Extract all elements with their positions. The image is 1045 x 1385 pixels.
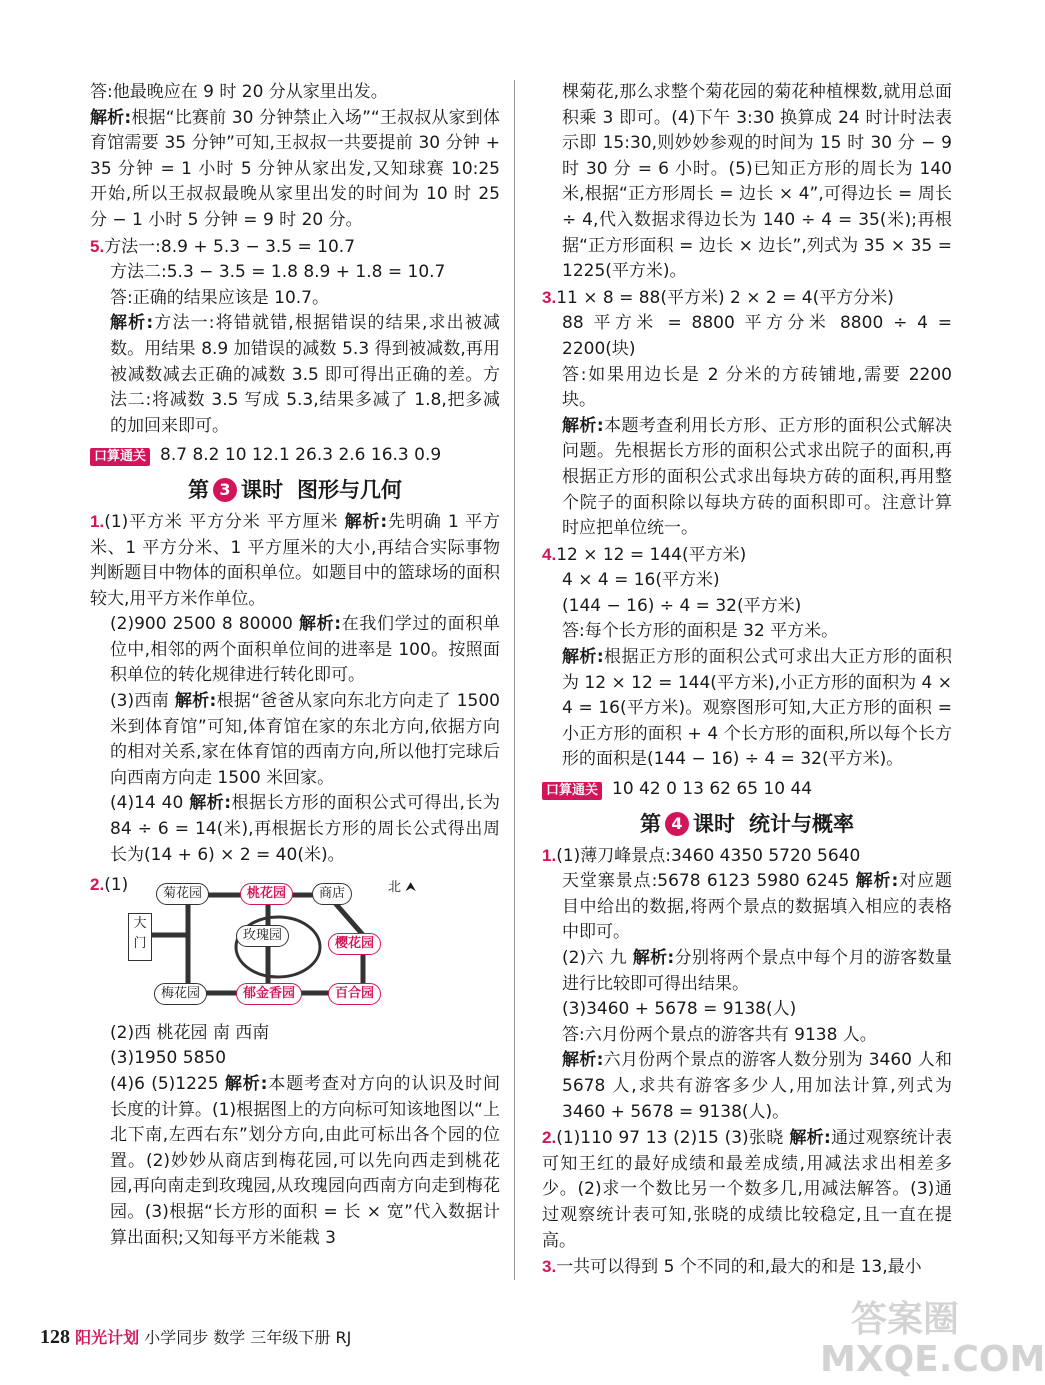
continued-analysis: 棵菊花,那么求整个菊花园的菊花种植棵数,就用总面积乘 3 即可。(4)下午 3:30 换算成 24 时计时法表示即 15:30,则妙妙参观的时间为 15 时 30 分 − 9 时 30 分 = 6 小时。(5)已知正方形的周长为 140 米,根据“正方形周长 = 边长 × 4”,可得边长 = 周长 ÷ 4,代入数据求得边长为 140 ÷ 4 = 35(米);再根据“正方形面积 = 边长 × 边长”,列式为 35 × 35 = 1225(平方米)。 (562, 82, 952, 282)
g2-part-2: (2)西 桃花园 南 西南 (110, 1022, 270, 1043)
north-arrow-icon: ⮝ (405, 879, 417, 895)
heading-title: 统计与概率 (749, 811, 854, 836)
map-node-meihua: 梅花园 (154, 983, 207, 1005)
analysis-text: 本题考查对方向的认识及时间长度的计算。(1)根据图上的方向标可知该地图以“上北下南,左西右东”划分方向,由此可标出各个园的位置。(2)妙妙从商店到梅花园,可以先向西走到桃花园,再向南走到玫瑰园,从玫瑰园向西南方向走到梅花园。(3)根据“长方形的面积 = 长 × 宽”代入数据计算出面积;又知每平方米能栽 3 (110, 1074, 500, 1248)
map-node-yujinxiang: 郁金香园 (236, 983, 302, 1005)
question-number: 1. (542, 845, 557, 865)
heading-prefix: 第 (640, 811, 661, 836)
answer-text: (1) (104, 875, 129, 896)
kousuan-badge: 口算通关 (90, 448, 150, 466)
lesson-number-badge: 4 (665, 812, 689, 836)
analysis-label: 解析: (110, 313, 154, 334)
question-number: 1. (90, 511, 105, 531)
question-number: 2. (90, 875, 105, 895)
q5-analysis (90, 311, 500, 439)
analysis-text: 通过观察统计表可知王红的最好成绩和最差成绩,用减法求出相差多少。(2)求一个数比另一个数多几,用减法解答。(3)通过观察统计表可知,张晓的成绩比较稳定,且一直在提高。 (542, 1128, 953, 1251)
page-footer (40, 1325, 351, 1349)
q3-answer: 答:如果用边长是 2 分米的方砖铺地,需要 2200 块。 (562, 364, 952, 411)
question-5 (90, 234, 500, 261)
answer-text: (1)平方米 平方分米 平方厘米 (104, 511, 339, 532)
answer-text: (2)900 2500 8 80000 (110, 614, 293, 635)
analysis-label: 解析: (224, 1074, 268, 1094)
lesson-number-badge: 3 (213, 478, 237, 502)
map-node-juhua: 菊花园 (156, 883, 209, 905)
s3 (542, 1254, 952, 1281)
column-divider (514, 80, 515, 1280)
q5-method-2: 方法二:5.3 − 3.5 = 1.8 8.9 + 1.8 = 10.7 (110, 262, 446, 283)
g2-part-4 (90, 1072, 500, 1251)
right-column (542, 80, 952, 1281)
section-heading-3 (90, 475, 500, 505)
north-arrow-label (388, 875, 416, 901)
analysis-label: 解析: (174, 691, 217, 712)
analysis-text: 根据“比赛前 30 分钟禁止入场”“王叔叔从家到体育馆需要 35 分钟”可知,王叔叔一共要提前 30 分钟 + 35 分钟 = 1 小时 5 分钟从家出发,又知球赛 10:25 开始,所以王叔叔最晚从家里出发的时间为 10 时 25 分 − 1 小时 5 分钟 = 9 时 20 分。 (90, 107, 500, 230)
q3-analysis (542, 414, 952, 542)
answer-text: 天堂寨景点:5678 6123 5980 6245 (562, 871, 850, 892)
analysis-text: 根据“爸爸从家向东北方向走了 1500 米到体育馆”可知,体育馆在家的东北方向,依据方向的相对关系,家在体育馆的西南方向,所以他打完球后向西南方向走 1500 米回家。 (110, 691, 500, 788)
q3-line-2: 88 平方米 = 8800 平方分米 8800 ÷ 4 = 2200(块) (562, 313, 952, 359)
q5-method-1: 方法一:8.9 + 5.3 − 3.5 = 10.7 (104, 236, 356, 257)
question-number: 5. (90, 236, 105, 256)
g2-part-3: (3)1950 5850 (110, 1048, 227, 1069)
heading-title: 图形与几何 (297, 477, 402, 502)
map-gate: 大门 (128, 913, 152, 961)
question-number: 2. (542, 1128, 557, 1148)
analysis-text: 先明确 1 平方米、1 平方分米、1 平方厘米的大小,再结合实际事物判断题目中物体的面积单位。如题目中的篮球场的面积较大,用平方米作单位。 (90, 511, 501, 609)
answer-text: (2)六 九 (562, 948, 627, 968)
kousuan-row (542, 777, 952, 803)
kousuan-answers: 8.7 8.2 10 12.1 26.3 2.6 16.3 0.9 (160, 445, 442, 466)
analysis-label: 解析: (298, 614, 342, 635)
analysis-text: 方法一:将错就错,根据错误的结果,求出被减数。用结果 8.9 加错误的减数 5.3 得到被减数,再用被减数减去正确的减数 3.5 即可得出正确的差。方法二:将减数 3.5 写成 5.3,结果多减了 1.8,把多减的加回来即可。 (110, 313, 500, 436)
answer-line: 答:他最晚应在 9 时 20 分从家里出发。 (90, 82, 388, 102)
g1-part-1 (90, 509, 500, 612)
analysis-label: 解析: (855, 871, 899, 892)
heading-prefix: 第 (188, 477, 209, 502)
park-map (128, 875, 428, 1015)
question-number: 4. (542, 544, 557, 564)
answer-text: 一共可以得到 5 个不同的和,最大的和是 13,最小 (556, 1257, 922, 1278)
s1-analysis (542, 1048, 952, 1125)
answer-text: (3)西南 (110, 691, 170, 712)
q5-answer: 答:正确的结果应该是 10.7。 (110, 287, 329, 308)
s1-part-3: (3)3460 + 5678 = 9138(人) (562, 999, 797, 1020)
s1-part-1b (542, 869, 952, 946)
analysis-label: 解析: (562, 1050, 604, 1071)
g1-part-3 (90, 689, 500, 791)
answer-text: (1)110 97 13 (2)15 (3)张晓 (556, 1128, 784, 1149)
analysis-text: 六月份两个景点的游客人数分别为 3460 人和 5678 人,求共有游客多少人,用加法计算,列式为 3460 + 5678 = 9138(人)。 (562, 1050, 952, 1122)
analysis-label: 解析: (344, 511, 388, 532)
s2 (542, 1125, 952, 1254)
map-node-baihe: 百合园 (328, 983, 381, 1005)
map-node-taohua: 桃花园 (240, 883, 293, 905)
analysis-text: 对应题目中给出的数据,将两个景点的数据填入相应的表格中即可。 (562, 871, 952, 943)
answer-text: (1)薄刀峰景点:3460 4350 5720 5640 (556, 845, 861, 866)
analysis-label: 解析: (789, 1128, 831, 1149)
heading-lesson: 课时 (693, 811, 735, 836)
kousuan-row (90, 443, 500, 469)
analysis-label: 解析: (632, 948, 675, 968)
page-number: 128 (40, 1326, 70, 1348)
north-label: 北 (388, 879, 402, 895)
analysis-label: 解析: (189, 793, 232, 814)
question-number: 3. (542, 1257, 557, 1277)
map-node-meigui: 玫瑰园 (236, 925, 289, 947)
answer-text: (4)6 (5)1225 (110, 1074, 219, 1094)
kousuan-answers: 10 42 0 13 62 65 10 44 (612, 779, 813, 800)
analysis-text: 根据长方形的面积公式可得出,长为 84 ÷ 6 = 14(米),再根据长方形的周长公式得出周长为(14 + 6) × 2 = 40(米)。 (110, 793, 500, 865)
answer-text: 11 × 8 = 88(平方米) 2 × 2 = 4(平方分米) (556, 287, 894, 308)
analysis-text: 在我们学过的面积单位中,相邻的两个面积单位间的进率是 100。按照面积单位的转化规律进行转化即可。 (110, 614, 500, 686)
question-4 (542, 542, 952, 569)
footer-book-info: 小学同步 数学 三年级下册 RJ (144, 1328, 352, 1347)
q4-analysis (542, 645, 952, 773)
q4-line-3: (144 − 16) ÷ 4 = 32(平方米) (562, 595, 802, 616)
answer-text: (4)14 40 (110, 793, 184, 814)
section-heading-4 (542, 809, 952, 839)
analysis-text: 本题考查利用长方形、正方形的面积公式解决问题。先根据长方形的面积公式求出院子的面积,再根据正方形的面积公式求出每块方砖的面积,再用整个院子的面积除以每块方砖的面积即可。注意计算时应把单位统一。 (562, 415, 952, 539)
analysis-text: 根据正方形的面积公式可求出大正方形的面积为 12 × 12 = 144(平方米),小正方形的面积为 4 × 4 = 16(平方米)。观察图形可知,大正方形的面积 = 小正方形的面积 + 4 个长方形的面积,所以每个长方形的面积是(144 − 16) ÷ 4 = 32(平方米)。 (562, 647, 952, 770)
analysis-label: 解析: (562, 647, 604, 668)
g1-part-4 (90, 791, 500, 868)
map-node-shop: 商店 (312, 883, 352, 905)
analysis-label: 解析: (90, 107, 132, 128)
analysis-text: 分别将两个景点中每个月的游客数量进行比较即可得出结果。 (562, 948, 953, 994)
s1-answer: 答:六月份两个景点的游客共有 9138 人。 (562, 1024, 877, 1045)
s1-part-1 (542, 843, 952, 870)
analysis-label: 解析: (562, 415, 604, 436)
s1-part-2 (542, 946, 952, 997)
heading-lesson: 课时 (241, 477, 283, 502)
map-node-yinghua: 樱花园 (328, 933, 381, 955)
q4-line-2: 4 × 4 = 16(平方米) (562, 570, 720, 591)
kousuan-badge: 口算通关 (542, 782, 602, 800)
question-number: 3. (542, 287, 557, 307)
analysis (90, 106, 500, 234)
answer-text: 12 × 12 = 144(平方米) (556, 544, 747, 565)
watermark-logo: 答案圈 MXQE.COM (820, 1299, 1045, 1380)
left-column (90, 80, 500, 1251)
question-3 (542, 285, 952, 312)
q4-answer: 答:每个长方形的面积是 32 平方米。 (562, 621, 839, 642)
brand-logo: 阳光计划 (75, 1328, 140, 1347)
g1-part-2 (90, 612, 500, 689)
